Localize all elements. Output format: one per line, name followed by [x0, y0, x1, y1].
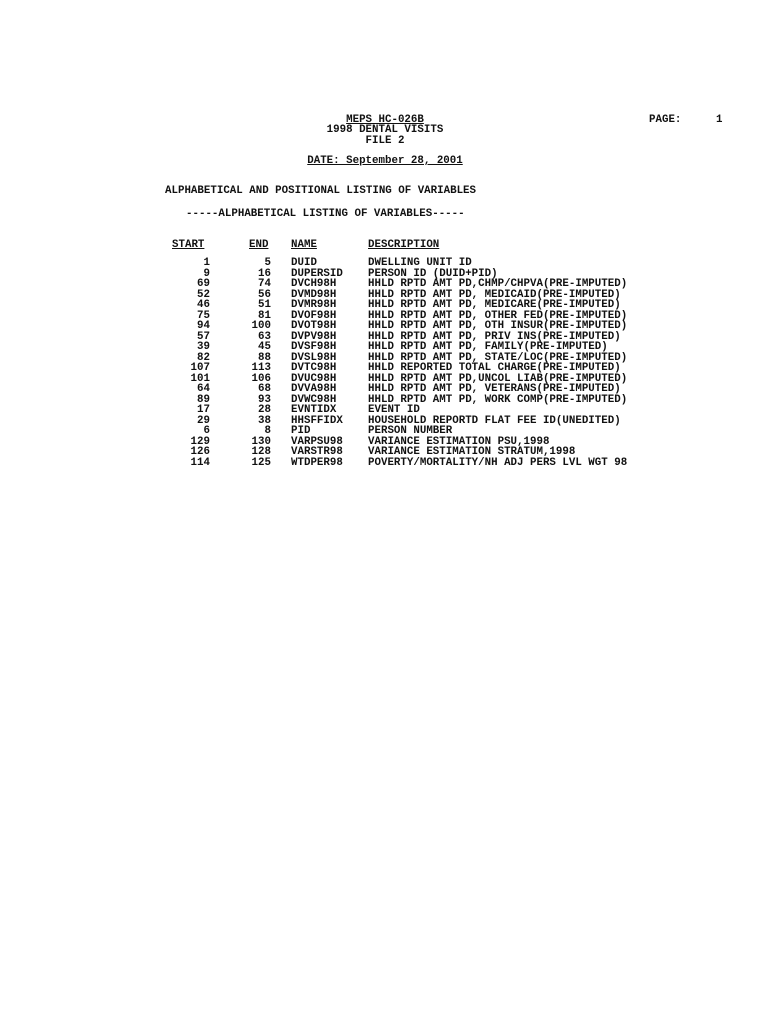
- cell-start: 69: [197, 278, 210, 290]
- column-header-start: START: [172, 239, 205, 251]
- cell-description: HHLD RPTD AMT PD, OTH INSUR(PRE-IMPUTED): [368, 320, 628, 332]
- document-subtitle: 1998 DENTAL VISITS: [326, 124, 444, 136]
- cell-start: 6: [203, 425, 210, 437]
- table-row: [160, 426, 680, 437]
- cell-description: VARIANCE ESTIMATION PSU,1998: [368, 435, 550, 448]
- cell-start: 39: [197, 341, 210, 353]
- cell-name: EVNTIDX: [291, 404, 337, 416]
- cell-end: 125: [251, 456, 271, 469]
- cell-end: 56: [258, 288, 271, 301]
- table-row: [160, 321, 680, 332]
- cell-start: 89: [197, 393, 210, 406]
- column-header-name: NAME: [291, 239, 317, 251]
- table-row: [160, 395, 680, 406]
- cell-start: 17: [197, 404, 210, 416]
- cell-description: HHLD RPTD AMT PD, VETERANS(PRE-IMPUTED): [368, 383, 621, 395]
- cell-end: 28: [258, 404, 271, 416]
- column-header-description: DESCRIPTION: [368, 239, 440, 251]
- cell-name: DVSL98H: [291, 351, 337, 364]
- cell-end: 128: [251, 446, 271, 458]
- page-number: 1: [716, 114, 723, 126]
- cell-name: WTDPER98: [291, 456, 343, 469]
- cell-name: DVMD98H: [291, 288, 337, 301]
- cell-start: 29: [197, 414, 210, 427]
- cell-end: 88: [258, 351, 271, 364]
- cell-name: VARPSU98: [291, 435, 343, 448]
- cell-start: 64: [197, 383, 210, 395]
- cell-description: HHLD RPTD AMT PD, MEDICARE(PRE-IMPUTED): [368, 299, 621, 311]
- cell-name: DVOT98H: [291, 320, 337, 332]
- table-row: [160, 405, 680, 416]
- table-row: [160, 363, 680, 374]
- page-label: PAGE:: [649, 114, 682, 126]
- table-row: [160, 458, 680, 469]
- cell-end: 130: [251, 435, 271, 448]
- document-title: MEPS HC-026B: [346, 114, 424, 126]
- cell-name: DVVA98H: [291, 383, 337, 395]
- cell-end: 68: [258, 383, 271, 395]
- cell-end: 38: [258, 414, 271, 427]
- cell-description: EVENT ID: [368, 404, 420, 416]
- cell-start: 82: [197, 351, 210, 364]
- cell-description: HOUSEHOLD REPORTD FLAT FEE ID(UNEDITED): [368, 414, 621, 427]
- cell-description: PERSON ID (DUID+PID): [368, 267, 498, 280]
- cell-start: 57: [197, 330, 210, 343]
- cell-description: POVERTY/MORTALITY/NH ADJ PERS LVL WGT 98: [368, 456, 628, 469]
- table-row: [160, 279, 680, 290]
- cell-end: 8: [264, 425, 271, 437]
- cell-name: DVMR98H: [291, 299, 337, 311]
- cell-description: HHLD RPTD AMT PD, WORK COMP(PRE-IMPUTED): [368, 393, 628, 406]
- cell-name: PID: [291, 425, 311, 437]
- cell-end: 63: [258, 330, 271, 343]
- cell-start: 114: [190, 456, 210, 469]
- cell-name: DVOF98H: [291, 309, 337, 322]
- cell-start: 52: [197, 288, 210, 301]
- cell-end: 45: [258, 341, 271, 353]
- file-label: FILE 2: [365, 135, 405, 147]
- cell-name: DVPV98H: [291, 330, 337, 343]
- table-row: [160, 300, 680, 311]
- column-header-end: END: [249, 239, 269, 251]
- cell-name: DVSF98H: [291, 341, 337, 353]
- cell-start: 46: [197, 299, 210, 311]
- cell-name: DVTC98H: [291, 362, 337, 374]
- cell-description: HHLD RPTD AMT PD, STATE/LOC(PRE-IMPUTED): [368, 351, 628, 364]
- main-heading: ALPHABETICAL AND POSITIONAL LISTING OF VARIABLES: [165, 185, 477, 197]
- table-row: [160, 447, 680, 458]
- cell-name: VARSTR98: [291, 446, 343, 458]
- cell-start: 129: [190, 435, 210, 448]
- cell-name: DUPERSID: [291, 267, 343, 280]
- cell-end: 100: [251, 320, 271, 332]
- cell-end: 81: [258, 309, 271, 322]
- cell-end: 113: [251, 362, 271, 374]
- cell-description: HHLD RPTD AMT PD, MEDICAID(PRE-IMPUTED): [368, 288, 621, 301]
- cell-start: 107: [190, 362, 210, 374]
- cell-description: HHLD REPORTED TOTAL CHARGE(PRE-IMPUTED): [368, 362, 621, 374]
- cell-end: 74: [258, 278, 271, 290]
- cell-start: 75: [197, 309, 210, 322]
- cell-start: 126: [190, 446, 210, 458]
- cell-name: DVWC98H: [291, 393, 337, 406]
- cell-description: PERSON NUMBER: [368, 425, 453, 437]
- document-date: DATE: September 28, 2001: [307, 155, 463, 167]
- cell-name: DVCH98H: [291, 278, 337, 290]
- variable-listing-table: [160, 258, 680, 468]
- cell-name: DUID: [291, 257, 317, 269]
- cell-start: 94: [197, 320, 210, 332]
- cell-description: HHLD RPTD AMT PD, FAMILY(PRE-IMPUTED): [368, 341, 608, 353]
- cell-name: DVUC98H: [291, 372, 337, 385]
- cell-name: HHSFFIDX: [291, 414, 343, 427]
- table-row: [160, 384, 680, 395]
- cell-end: 93: [258, 393, 271, 406]
- cell-start: 9: [203, 267, 210, 280]
- cell-description: DWELLING UNIT ID: [368, 257, 472, 269]
- cell-description: HHLD RPTD AMT PD, OTHER FED(PRE-IMPUTED): [368, 309, 628, 322]
- cell-description: HHLD RPTD AMT PD,CHMP/CHPVA(PRE-IMPUTED): [368, 278, 628, 290]
- cell-start: 1: [203, 257, 210, 269]
- cell-end: 16: [258, 267, 271, 280]
- cell-description: HHLD RPTD AMT PD,UNCOL LIAB(PRE-IMPUTED): [368, 372, 628, 385]
- table-row: [160, 258, 680, 269]
- cell-start: 101: [190, 372, 210, 385]
- cell-description: VARIANCE ESTIMATION STRATUM,1998: [368, 446, 576, 458]
- cell-description: HHLD RPTD AMT PD, PRIV INS(PRE-IMPUTED): [368, 330, 621, 343]
- section-heading: -----ALPHABETICAL LISTING OF VARIABLES-----: [186, 208, 465, 220]
- table-row: [160, 342, 680, 353]
- cell-end: 106: [251, 372, 271, 385]
- cell-end: 51: [258, 299, 271, 311]
- cell-end: 5: [264, 257, 271, 269]
